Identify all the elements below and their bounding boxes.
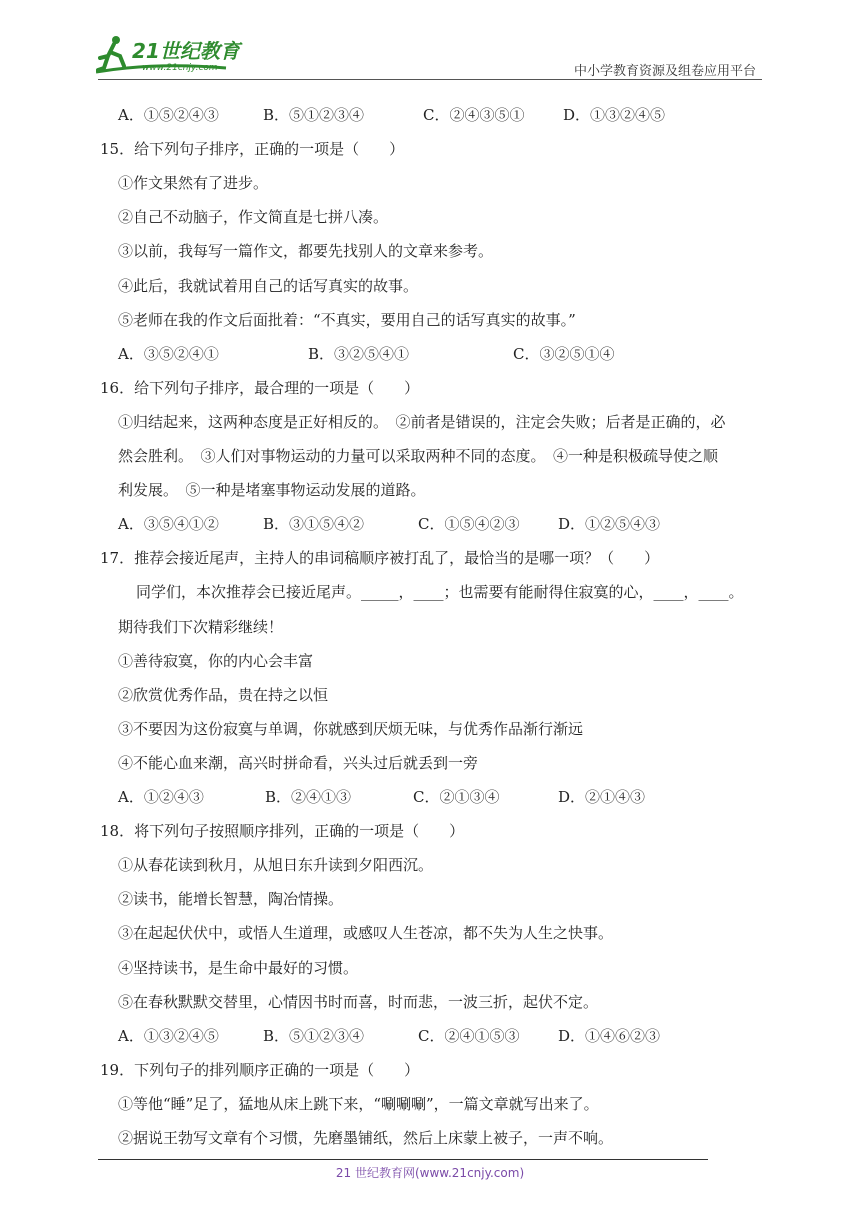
question-stem: 18．将下列句子按照顺序排列，正确的一项是（ ） xyxy=(100,822,465,841)
answer-option[interactable]: C．②④③⑤① xyxy=(423,106,525,124)
sentence-line: ②据说王勃写文章有个习惯，先磨墨铺纸，然后上床蒙上被子，一声不响。 xyxy=(118,1129,614,1147)
answer-option[interactable]: B．⑤①②③④ xyxy=(263,106,365,124)
sentence-line: 同学们，本次推荐会已接近尾声。_____，____；也需要有能耐得住寂寞的心，____，____。 xyxy=(136,583,744,602)
sentence-line: ④坚持读书，是生命中最好的习惯。 xyxy=(118,958,359,977)
answer-option[interactable]: C．②①③④ xyxy=(413,788,500,806)
logo-url: www.21cnjy.com xyxy=(142,63,218,73)
answer-option[interactable]: B．③①⑤④② xyxy=(263,515,365,534)
sentence-line: ①从春花读到秋月，从旭日东升读到夕阳西沉。 xyxy=(118,856,434,875)
sentence-line: ①善待寂寞，你的内心会丰富 xyxy=(118,651,314,670)
sentence-line: ③在起起伏伏中，或悟人生道理，或感叹人生苍凉，都不失为人生之快事。 xyxy=(118,924,614,943)
sentence-line: ③不要因为这份寂寞与单调，你就感到厌烦无味，与优秀作品渐行渐远 xyxy=(118,719,584,738)
answer-option[interactable]: A．①③②④⑤ xyxy=(118,1026,219,1045)
question-stem: 19．下列句子的排列顺序正确的一项是（ ） xyxy=(100,1060,420,1079)
answer-option[interactable]: B．②④①③ xyxy=(265,788,352,806)
answer-option[interactable]: D．①③②④⑤ xyxy=(563,106,666,124)
sentence-line: 利发展。 ⑤一种是堵塞事物运动发展的道路。 xyxy=(118,481,426,500)
sentence-line: ①等他“睡”足了，猛地从床上跳下来，“唰唰唰”，一篇文章就写出来了。 xyxy=(118,1094,599,1113)
answer-options xyxy=(118,98,703,132)
answer-options xyxy=(118,507,698,541)
question-stem: 17．推荐会接近尾声，主持人的串词稿顺序被打乱了，最恰当的是哪一项？（ ） xyxy=(100,549,660,568)
sentence-line: ④不能心血来潮，高兴时拼命看，兴头过后就丢到一旁 xyxy=(118,753,479,772)
sentence-line: ①归结起来，这两种态度是正好相反的。 ②前者是错误的，注定会失败；后者是正确的，必 xyxy=(118,412,726,431)
answer-option[interactable]: C．③②⑤①④ xyxy=(513,344,615,363)
sentence-line: ④此后，我就试着用自己的话写真实的故事。 xyxy=(118,276,419,295)
answer-options xyxy=(118,337,653,371)
answer-option[interactable]: A．③⑤②④① xyxy=(118,344,219,363)
answer-option[interactable]: D．②①④③ xyxy=(558,788,646,806)
answer-option[interactable]: A．①⑤②④③ xyxy=(118,106,219,124)
footer-text: 21 世纪教育网(www.21cnjy.com) xyxy=(335,1166,525,1180)
answer-options xyxy=(118,1019,698,1053)
answer-option[interactable]: C．②④①⑤③ xyxy=(418,1026,520,1045)
sentence-line: ②读书，能增长智慧，陶冶情操。 xyxy=(118,890,344,909)
page-header xyxy=(0,0,860,80)
answer-option[interactable]: A．③⑤④①② xyxy=(118,515,219,534)
logo xyxy=(96,32,261,78)
question-stem: 16．给下列句子排序，最合理的一项是（ ） xyxy=(100,378,420,397)
sentence-line: 期待我们下次精彩继续！ xyxy=(118,617,284,636)
sentence-line: ⑤在春秋默默交替里，心情因书时而喜，时而悲，一波三折，起伏不定。 xyxy=(118,992,599,1011)
header-slogan: 中小学教育资源及组卷应用平台 xyxy=(573,64,756,79)
answer-option[interactable]: B．③②⑤④① xyxy=(308,344,410,363)
answer-options xyxy=(118,780,698,814)
header-divider xyxy=(98,79,762,80)
sentence-line: ⑤老师在我的作文后面批着：“不真实，要用自己的话写真实的故事。” xyxy=(118,310,576,329)
question-stem: 15．给下列句子排序，正确的一项是（ ） xyxy=(100,140,405,159)
logo-text: 21世纪教育 xyxy=(132,39,240,63)
sentence-line: ①作文果然有了进步。 xyxy=(118,174,269,193)
sentence-line: ②自己不动脑子，作文简直是七拼八凑。 xyxy=(118,208,389,227)
sentence-line: ②欣赏优秀作品，贵在持之以恒 xyxy=(118,685,329,704)
answer-option[interactable]: D．①②⑤④③ xyxy=(558,515,661,534)
sentence-line: 然会胜利。 ③人们对事物运动的力量可以采取两种不同的态度。 ④一种是积极疏导使之顺 xyxy=(118,447,719,465)
answer-option[interactable]: B．⑤①②③④ xyxy=(263,1026,365,1045)
answer-option[interactable]: D．①④⑥②③ xyxy=(558,1026,661,1045)
answer-option[interactable]: A．①②④③ xyxy=(118,788,204,806)
footer-divider xyxy=(98,1159,708,1160)
answer-option[interactable]: C．①⑤④②③ xyxy=(418,515,520,534)
sentence-line: ③以前，我每写一篇作文，都要先找别人的文章来参考。 xyxy=(118,242,494,261)
